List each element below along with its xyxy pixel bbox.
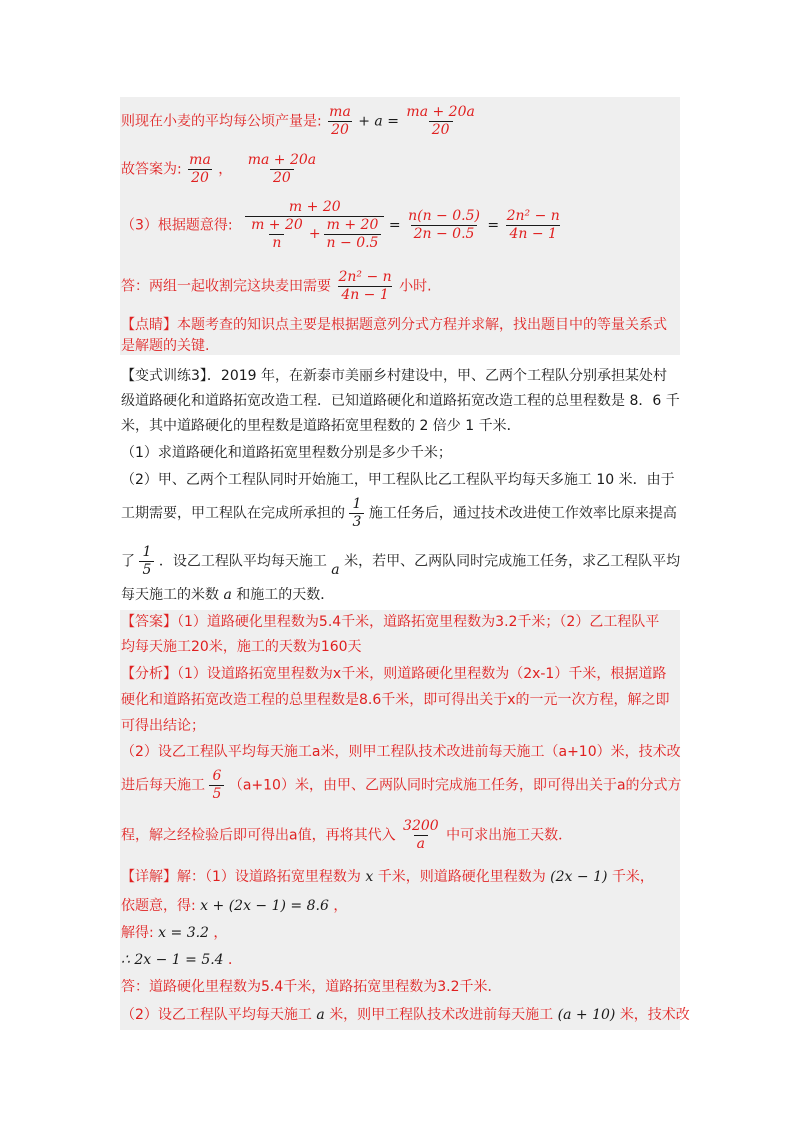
- text: 小时.: [399, 278, 432, 295]
- numerator: ma: [329, 104, 351, 120]
- problem-line-2: 级道路硬化和道路拓宽改造工程．已知道路硬化和道路拓宽改造工程的总里程数是 8．6 千: [121, 393, 680, 409]
- comment-line-1: 【点睛】本题考查的知识点主要是根据题意列分式方程并求解，找出题目中的等量关系式: [121, 317, 667, 333]
- numerator: 2n² − n: [338, 269, 392, 285]
- fraction: [400, 818, 442, 853]
- expression: (2x − 1): [550, 869, 608, 885]
- problem-line-1: 【变式训练3】．2019 年，在新泰市美丽乡村建设中，甲、乙两个工程队分别承担某处村: [121, 368, 667, 384]
- equation: x + (2x − 1) = 8.6: [200, 898, 329, 914]
- denominator: 4n − 1: [338, 286, 391, 304]
- equals: =: [388, 217, 401, 234]
- denominator: 20: [429, 121, 453, 139]
- denominator: [245, 216, 384, 252]
- numerator: n(n − 0.5): [408, 208, 480, 224]
- text: 程，解之经检验后即可得出a值，再将其代入: [121, 827, 396, 844]
- plus: +: [308, 226, 321, 242]
- question-2-line-4: [121, 585, 334, 605]
- denominator: n − 0.5: [324, 234, 382, 252]
- detail-line-4: [121, 950, 242, 970]
- text: 进后每天施工: [121, 777, 205, 794]
- text: 答：两组一起收割完这块麦田需要: [121, 278, 331, 295]
- fraction: [405, 208, 483, 243]
- text: 【详解】解：（1）设道路拓宽里程数为: [121, 869, 361, 885]
- fraction: [504, 208, 563, 243]
- detail-line-6: [121, 1005, 690, 1025]
- question-2-line-3: [121, 544, 680, 579]
- numerator: 6: [212, 768, 222, 784]
- text: 解得:: [121, 925, 154, 941]
- text: 和施工的天数．: [236, 587, 335, 603]
- detail-line-3: [121, 923, 227, 943]
- text: 了: [121, 553, 135, 570]
- fraction: [209, 768, 224, 803]
- fraction: [186, 152, 214, 187]
- text: ，: [333, 898, 348, 914]
- text: 米，技术改: [619, 1007, 690, 1023]
- detail-line-2: [121, 896, 347, 916]
- text: 米，若甲、乙两队同时完成施工任务，求乙工程队平均: [344, 553, 681, 570]
- denominator: 5: [209, 785, 224, 803]
- question-2-line-2: [121, 496, 677, 531]
- text: ．: [228, 952, 243, 968]
- fraction: [335, 269, 394, 304]
- equation: ∴ 2x − 1 = 5.4: [121, 952, 224, 968]
- text: 施工任务后，通过技术改进使工作效率比原来提高: [368, 505, 677, 522]
- denominator: 20: [328, 121, 352, 139]
- analysis-line-3: 可得出结论；: [121, 718, 205, 734]
- comment-line-2: 是解题的关键.: [121, 338, 210, 354]
- fraction: [326, 104, 354, 139]
- denominator: 5: [139, 561, 154, 579]
- denominator: 20: [270, 169, 294, 187]
- solution-line-1: [121, 104, 478, 139]
- fraction: [324, 217, 382, 252]
- text: （3）根据题意得:: [121, 217, 233, 234]
- text: 米，则甲工程队技术改进前每天施工: [329, 1007, 554, 1023]
- numerator: m + 20: [251, 217, 303, 233]
- analysis-line-4: （2）设乙工程队平均每天施工a米，则甲工程队技术改进前每天施工（a+10）米，技术改: [121, 744, 681, 760]
- text: 则现在小麦的平均每公顷产量是:: [121, 113, 322, 130]
- variable: a: [223, 587, 232, 603]
- solution-answer: [121, 269, 432, 304]
- equation: x = 3.2: [158, 925, 209, 941]
- numerator: 1: [352, 496, 362, 512]
- text: 千米，则道路硬化里程数为: [377, 869, 546, 885]
- numerator: 3200: [403, 818, 439, 834]
- text: 故答案为:: [121, 161, 182, 178]
- solution-line-2: [121, 152, 319, 187]
- text: （a+10）米，由甲、乙两队同时完成施工任务，即可得出关于a的分式方: [228, 777, 682, 794]
- problem-line-3: 米，其中道路硬化的里程数是道路拓宽里程数的 2 倍少 1 千米．: [121, 418, 521, 434]
- variable: a: [316, 1007, 325, 1023]
- solution-line-3: [121, 199, 563, 252]
- question-2-line-1: （2）甲、乙两个工程队同时开始施工，甲工程队比乙工程队平均每天多施工 10 米．由于: [121, 472, 675, 488]
- numerator: m + 20: [326, 217, 379, 233]
- analysis-line-5: [121, 768, 682, 803]
- text: ．设乙工程队平均每天施工: [158, 553, 327, 570]
- denominator: 2n − 0.5: [411, 225, 478, 243]
- text: 依题意，得:: [121, 898, 196, 914]
- variable: a: [331, 561, 340, 578]
- compound-fraction: [245, 199, 384, 252]
- numerator: 1: [142, 544, 152, 560]
- text: （2）设乙工程队平均每天施工: [121, 1007, 312, 1023]
- equals: =: [487, 217, 500, 234]
- question-1: （1）求道路硬化和道路拓宽里程数分别是多少千米；: [121, 445, 452, 461]
- numerator: 2n² − n: [506, 208, 560, 224]
- denominator: n: [269, 234, 284, 252]
- fraction: [245, 152, 319, 187]
- numerator: ma: [189, 152, 211, 168]
- answer-line-1: 【答案】（1）道路硬化里程数为5.4千米，道路拓宽里程数为3.2千米；（2）乙工程队平: [121, 614, 660, 630]
- denominator: 4n − 1: [506, 225, 559, 243]
- text: 每天施工的米数: [121, 587, 219, 603]
- variable: x: [365, 869, 374, 885]
- detail-line-1: [121, 867, 654, 887]
- analysis-line-1: 【分析】（1）设道路拓宽里程数为x千米，则道路硬化里程数为（2x-1）千米，根据道路: [121, 666, 667, 682]
- numerator: ma + 20a: [247, 152, 317, 168]
- expression: (a + 10): [557, 1007, 616, 1023]
- denominator: 20: [188, 169, 212, 187]
- numerator: m + 20: [288, 199, 341, 215]
- comma: ，: [218, 161, 233, 178]
- text: 中可求出施工天数．: [446, 827, 573, 844]
- fraction: [139, 544, 154, 579]
- text: 千米，: [611, 869, 654, 885]
- fraction: [403, 104, 477, 139]
- denominator: 3: [349, 513, 364, 531]
- fraction: [349, 496, 364, 531]
- fraction: [248, 217, 306, 252]
- text: ，: [213, 925, 228, 941]
- math: + a =: [358, 113, 399, 130]
- answer-line-2: 均每天施工20米，施工的天数为160天: [121, 639, 362, 655]
- detail-answer: 答：道路硬化里程数为5.4千米，道路拓宽里程数为3.2千米．: [121, 979, 502, 995]
- denominator: a: [414, 835, 428, 853]
- analysis-line-6: [121, 818, 572, 853]
- text: 工期需要，甲工程队在完成所承担的: [121, 505, 345, 522]
- numerator: ma + 20a: [406, 104, 475, 120]
- analysis-line-2: 硬化和道路拓宽改造工程的总里程数是8.6千米，即可得出关于x的一元一次方程，解之即: [121, 692, 670, 708]
